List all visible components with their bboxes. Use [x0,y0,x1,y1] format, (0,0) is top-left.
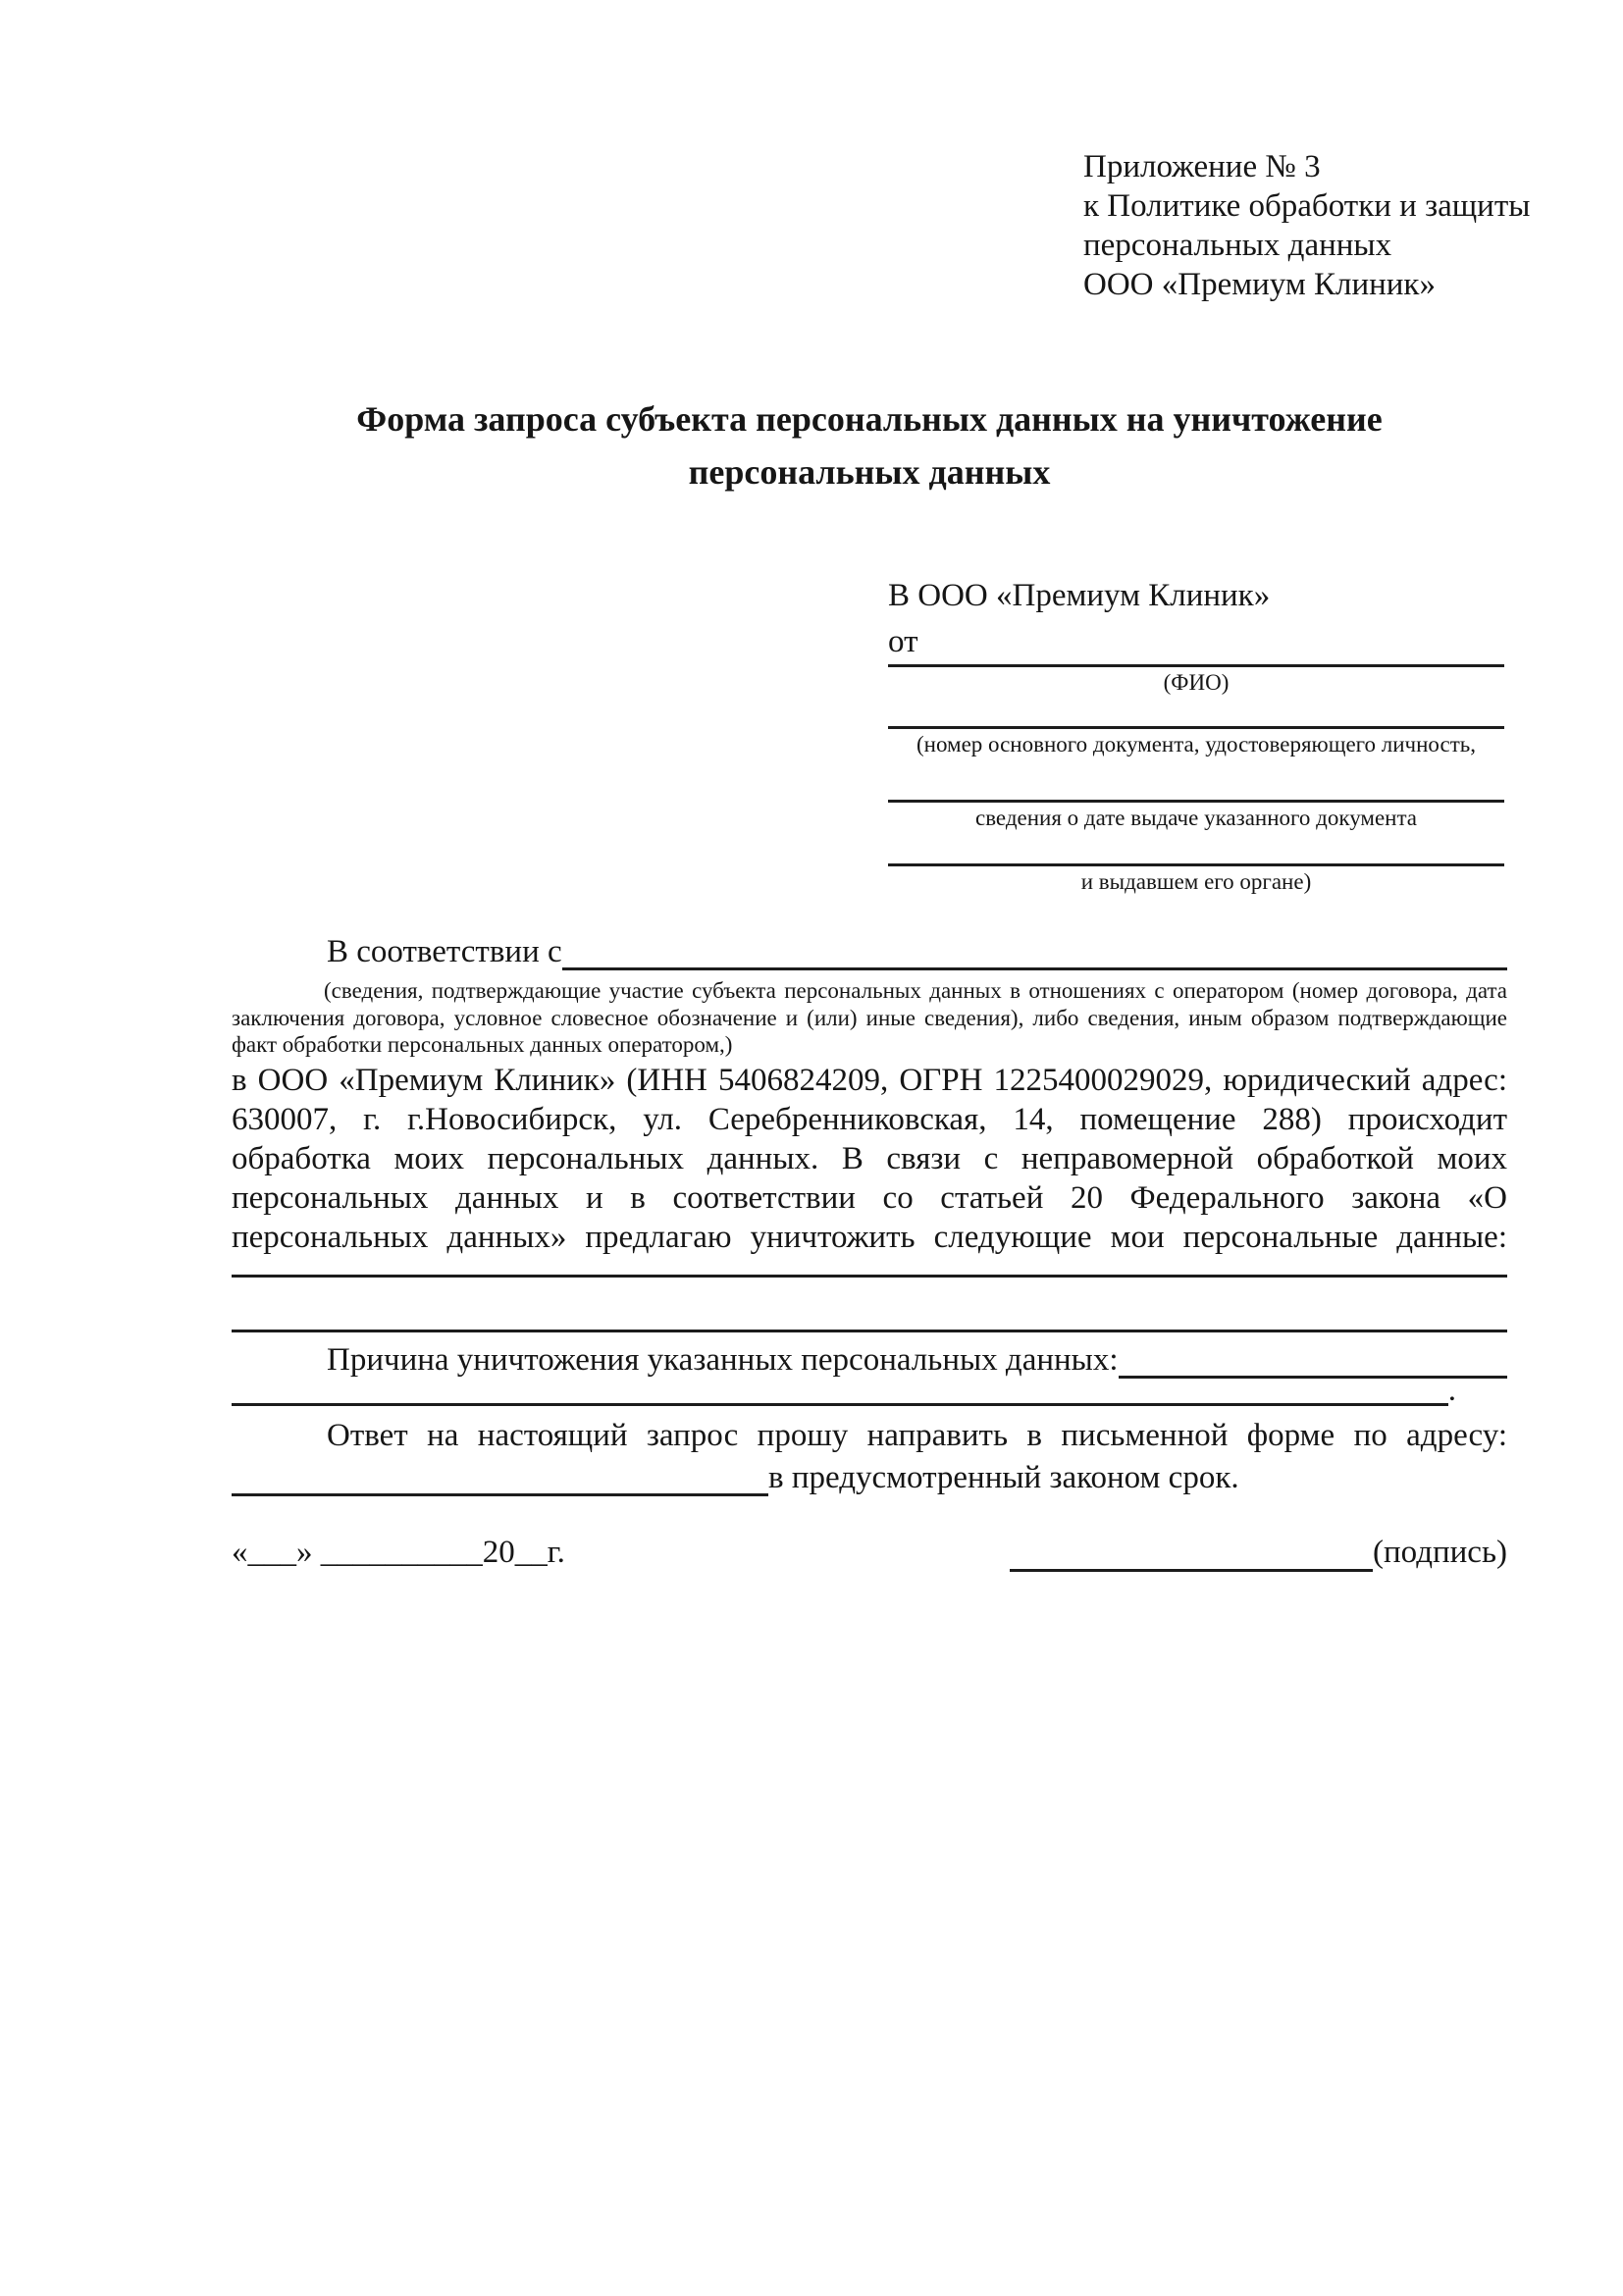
appendix-header-line-4: ООО «Премиум Клиник» [1083,267,1436,302]
issue-date-blank-line[interactable] [888,800,1504,803]
signature-blank-line[interactable] [1010,1536,1373,1572]
accordance-prefix: В соответствии с [327,934,562,969]
reason-blank-row [232,1372,1507,1406]
document-title [232,392,1507,498]
signature-label: (подпись) [1373,1535,1507,1570]
personal-data-blank-line-1[interactable] [232,1275,1507,1278]
spacer [888,696,1504,726]
fio-blank-line[interactable] [888,664,1504,667]
appendix-header-line-3: персональных данных [1083,228,1392,263]
reply-address-row [232,1459,1507,1496]
reason-line-period: . [1447,1373,1456,1408]
reason-label: Причина уничтожения указанных персональных данных: [327,1342,1119,1378]
id-document-field-label: (номер основного документа, удостоверяющего личность, [916,732,1476,757]
appendix-header [1083,147,1530,304]
id-document-blank-line[interactable] [888,726,1504,729]
addressee-organization: В ООО «Премиум Клиник» [888,578,1271,613]
addressee-block [888,572,1504,895]
appendix-header-line-1: Приложение № 3 [1083,149,1321,184]
accordance-row [232,932,1507,970]
appendix-header-line-2: к Политике обработки и защиты [1083,188,1531,224]
spacer [888,757,1504,800]
spacer [888,831,1504,863]
issuing-authority-blank-line[interactable] [888,863,1504,866]
date-blank-line[interactable]: «___» __________20__г. [232,1535,565,1570]
signature-group [1010,1533,1507,1572]
accordance-blank-line[interactable] [562,932,1507,970]
reply-address-blank-line[interactable] [232,1460,768,1496]
issue-date-field-label: сведения о дате выдаче указанного документа [974,806,1418,830]
accordance-footnote: (сведения, подтверждающие участие субъекта персональных данных в отношениях с оператором (номер договора, дата заключения договора, условное словесное обозначение и (или) иные сведения), либо сведения, иным образом подтверждающие факт обработки персональных данных оператором,) [232,978,1507,1057]
footer-row [232,1533,1507,1572]
issuing-authority-field-label: и выдавшем его органе) [1080,869,1312,894]
personal-data-blank-line-2[interactable] [232,1330,1507,1332]
fio-field-label: (ФИО) [1163,670,1230,695]
addressee-from-label: от [888,624,918,659]
reply-tail-text: в предусмотренный законом срок. [768,1460,1239,1495]
document-title-text: Форма запроса субъекта персональных данных на уничтожение персональных данных [356,399,1383,492]
reason-blank-line-2[interactable] [232,1372,1448,1406]
main-paragraph: в ООО «Премиум Клиник» (ИНН 5406824209, ОГРН 1225400029029, юридический адрес: 630007, г. г.Новосибирск, ул. Серебренниковская, 14, помещение 288) происходит обработка моих персональных данных. В связи с неправомерной обработкой моих персональных данных и в соответствии со статьей 20 Федерального закона «О персональных данных» предлагаю уничтожить следующие мои персональные данные: [232,1063,1507,1255]
reply-request-paragraph: Ответ на настоящий запрос прошу направить в письменной форме по адресу: [327,1418,1507,1453]
